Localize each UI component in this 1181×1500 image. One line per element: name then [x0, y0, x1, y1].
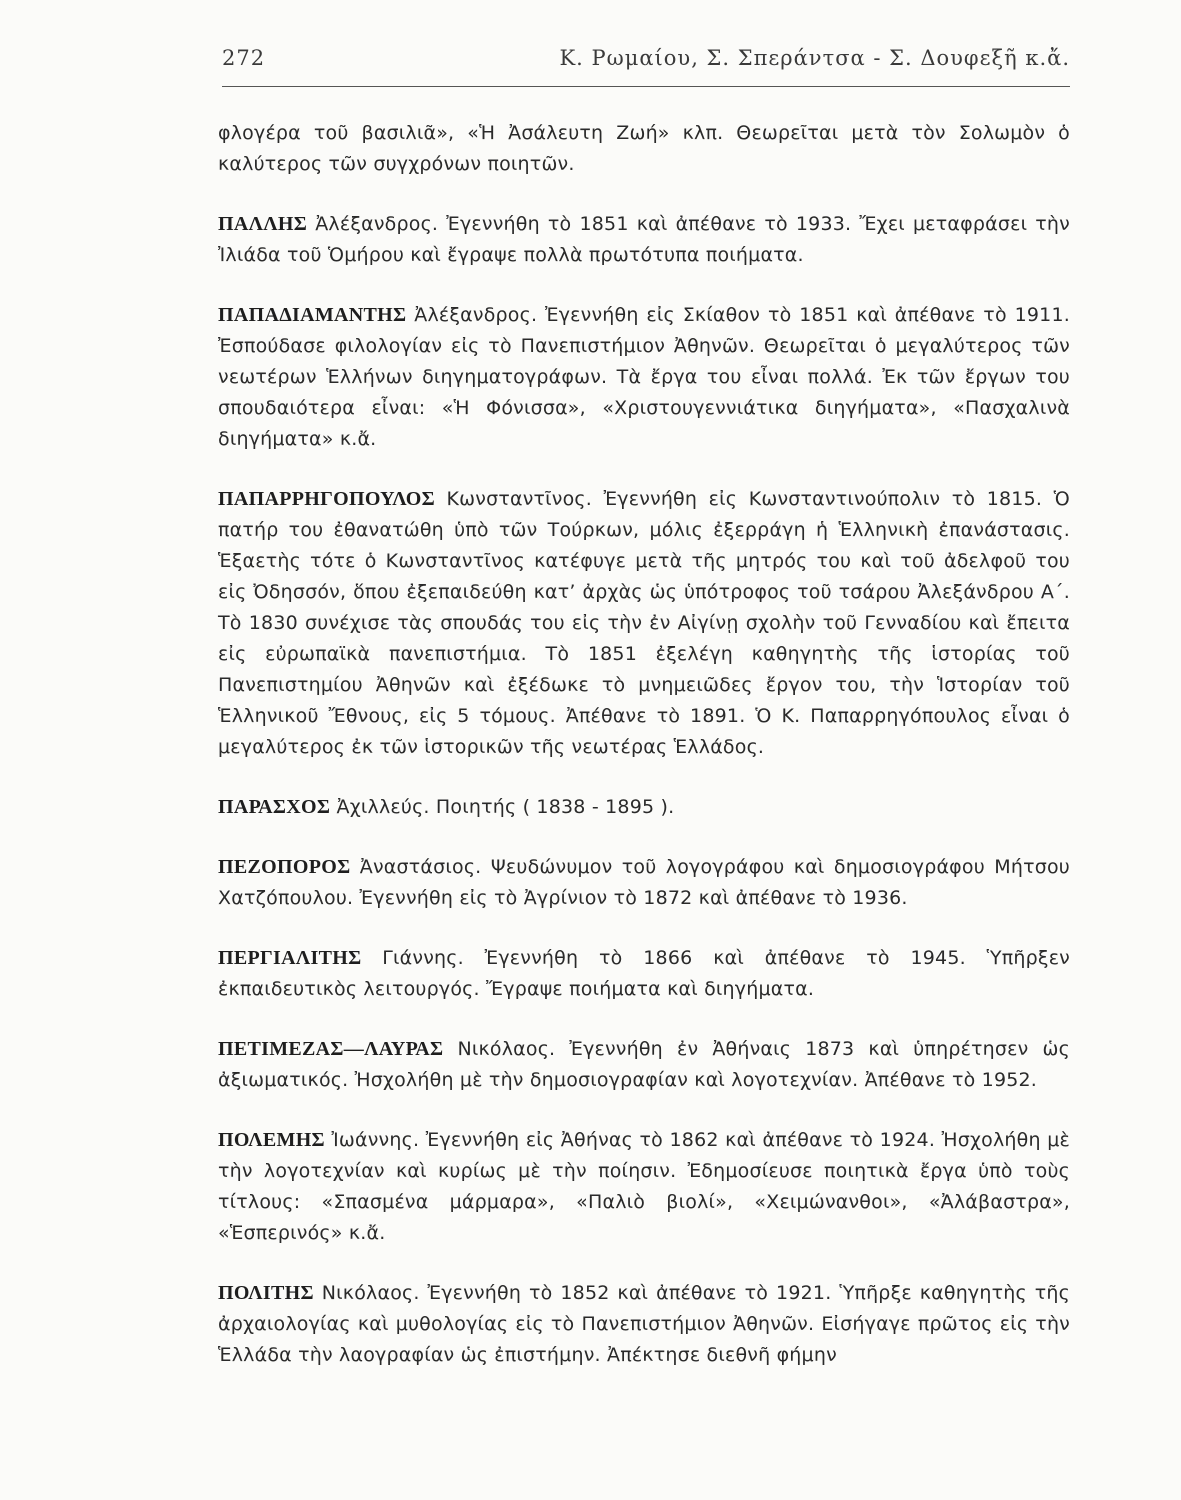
entry-text: Ἀχιλλεύς. Ποιητής ( 1838 - 1895 ).	[336, 796, 675, 818]
entry-pergialitis	[218, 943, 1070, 1005]
entry-text: Γιάννης. Ἐγεννήθη τὸ 1866 καὶ ἀπέθανε τὸ 1945. Ὑπῆρξεν ἐκπαιδευτικὸς λειτουργός. Ἔγραψε ποιήματα καὶ διηγήματα.	[218, 947, 1070, 1000]
entry-paparrigopoulos	[218, 484, 1070, 763]
entry-pezoporos	[218, 852, 1070, 914]
header-rule	[222, 86, 1070, 87]
entry-name: ΠΑΛΛΗΣ	[218, 213, 308, 235]
page-header	[222, 46, 1070, 80]
entry-name: ΠΑΡΑΣΧΟΣ	[218, 796, 331, 818]
entry-name: ΠΟΛΕΜΗΣ	[218, 1129, 325, 1151]
entry-name: ΠΟΛΙΤΗΣ	[218, 1282, 314, 1304]
entry-name: ΠΕΤΙΜΕΖΑΣ—ΛΑΥΡΑΣ	[218, 1038, 444, 1060]
entry-name: ΠΑΠΑΡΡΗΓΟΠΟΥΛΟΣ	[218, 488, 435, 510]
entry-text: Ἀλέξανδρος. Ἐγεννήθη εἰς Σκίαθον τὸ 1851 καὶ ἀπέθανε τὸ 1911. Ἐσπούδασε φιλολογίαν εἰς τὸ Πανεπιστήμιον Ἀθηνῶν. Θεωρεῖται ὁ μεγαλύτερος τῶν νεωτέρων Ἑλλήνων διηγηματογράφων. Τὰ ἔργα του εἶναι πολλά. Ἐκ τῶν ἔργων του σπουδαιότερα εἶναι: «Ἡ Φόνισσα», «Χριστουγεννιάτικα διηγήματα», «Πασχαλινὰ διηγήματα» κ.ἄ.	[218, 304, 1070, 450]
entry-text: Νικόλαος. Ἐγεννήθη τὸ 1852 καὶ ἀπέθανε τὸ 1921. Ὑπῆρξε καθηγητὴς τῆς ἀρχαιολογίας καὶ μυθολογίας εἰς τὸ Πανεπιστήμιον Ἀθηνῶν. Εἰσήγαγε πρῶτος εἰς τὴν Ἑλλάδα τὴν λαογραφίαν ὡς ἐπιστήμην. Ἀπέκτησε διεθνῆ φήμην	[218, 1282, 1070, 1366]
entries-list	[218, 118, 1070, 1371]
entry-text: Κωνσταντῖνος. Ἐγεννήθη εἰς Κωνσταντινούπολιν τὸ 1815. Ὁ πατήρ του ἐθανατώθη ὑπὸ τῶν Τούρκων, μόλις ἐξερράγη ἡ Ἑλληνικὴ ἐπανάστασις. Ἑξαετὴς τότε ὁ Κωνσταντῖνος κατέφυγε μετὰ τῆς μητρός του καὶ τοῦ ἀδελφοῦ του εἰς Ὀδησσόν, ὅπου ἐξεπαιδεύθη κατ’ ἀρχὰς ὡς ὑπότροφος τοῦ τσάρου Ἀλεξάνδρου Α΄. Τὸ 1830 συνέχισε τὰς σπουδάς του εἰς τὴν ἐν Αἰγίνῃ σχολὴν τοῦ Γενναδίου καὶ ἔπειτα εἰς εὐρωπαϊκὰ πανεπιστήμια. Τὸ 1851 ἐξελέγη καθηγητὴς τῆς ἱστορίας τοῦ Πανεπιστημίου Ἀθηνῶν καὶ ἐξέδωκε τὸ μνημειῶδες ἔργον του, τὴν Ἱστορίαν τοῦ Ἑλληνικοῦ Ἔθνους, εἰς 5 τόμους. Ἀπέθανε τὸ 1891. Ὁ Κ. Παπαρρηγόπουλος εἶναι ὁ μεγαλύτερος ἐκ τῶν ἱστορικῶν τῆς νεωτέρας Ἑλλάδος.	[218, 488, 1070, 758]
entry-polemis	[218, 1125, 1070, 1249]
entry-text: Ἀλέξανδρος. Ἐγεννήθη τὸ 1851 καὶ ἀπέθανε τὸ 1933. Ἔχει μεταφράσει τὴν Ἰλιάδα τοῦ Ὁμήρου καὶ ἔγραψε πολλὰ πρωτότυπα ποιήματα.	[218, 213, 1070, 266]
entry-name: ΠΑΠΑΔΙΑΜΑΝΤΗΣ	[218, 304, 407, 326]
page-number: 272	[222, 46, 266, 70]
entry-papadiamantis	[218, 300, 1070, 455]
entry-text: Ἀναστάσιος. Ψευδώνυμον τοῦ λογογράφου καὶ δημοσιογράφου Μήτσου Χατζόπουλου. Ἐγεννήθη εἰς τὸ Ἀγρίνιον τὸ 1872 καὶ ἀπέθανε τὸ 1936.	[218, 856, 1070, 909]
entry-name: ΠΕΡΓΙΑΛΙΤΗΣ	[218, 947, 362, 969]
running-title: Κ. Ρωμαίου, Σ. Σπεράντσα - Σ. Δουφεξῆ κ.ἄ.	[559, 46, 1070, 70]
entry-text: Νικόλαος. Ἐγεννήθη ἐν Ἀθήναις 1873 καὶ ὑπηρέτησεν ὡς ἀξιωματικός. Ἠσχολήθη μὲ τὴν δημοσιογραφίαν καὶ λογοτεχνίαν. Ἀπέθανε τὸ 1952.	[218, 1038, 1070, 1091]
entry-text: Ἰωάννης. Ἐγεννήθη εἰς Ἀθήνας τὸ 1862 καὶ ἀπέθανε τὸ 1924. Ἠσχολήθη μὲ τὴν λογοτεχνίαν καὶ κυρίως μὲ τὴν ποίησιν. Ἐδημοσίευσε ποιητικὰ ἔργα ὑπὸ τοὺς τίτλους: «Σπασμένα μάρμαρα», «Παλιὸ βιολί», «Χειμώνανθοι», «Ἀλάβαστρα», «Ἑσπερινός» κ.ἄ.	[218, 1129, 1070, 1244]
entry-continuation	[218, 118, 1070, 180]
entry-name: ΠΕΖΟΠΟΡΟΣ	[218, 856, 351, 878]
entry-politis	[218, 1278, 1070, 1371]
entry-pallis	[218, 209, 1070, 271]
entry-text: φλογέρα τοῦ βασιλιᾶ», «Ἡ Ἀσάλευτη Ζωή» κλπ. Θεωρεῖται μετὰ τὸν Σολωμὸν ὁ καλύτερος τῶν συγχρόνων ποιητῶν.	[218, 122, 1070, 175]
entry-paraschos	[218, 792, 1070, 823]
entry-petimezas-lavras	[218, 1034, 1070, 1096]
